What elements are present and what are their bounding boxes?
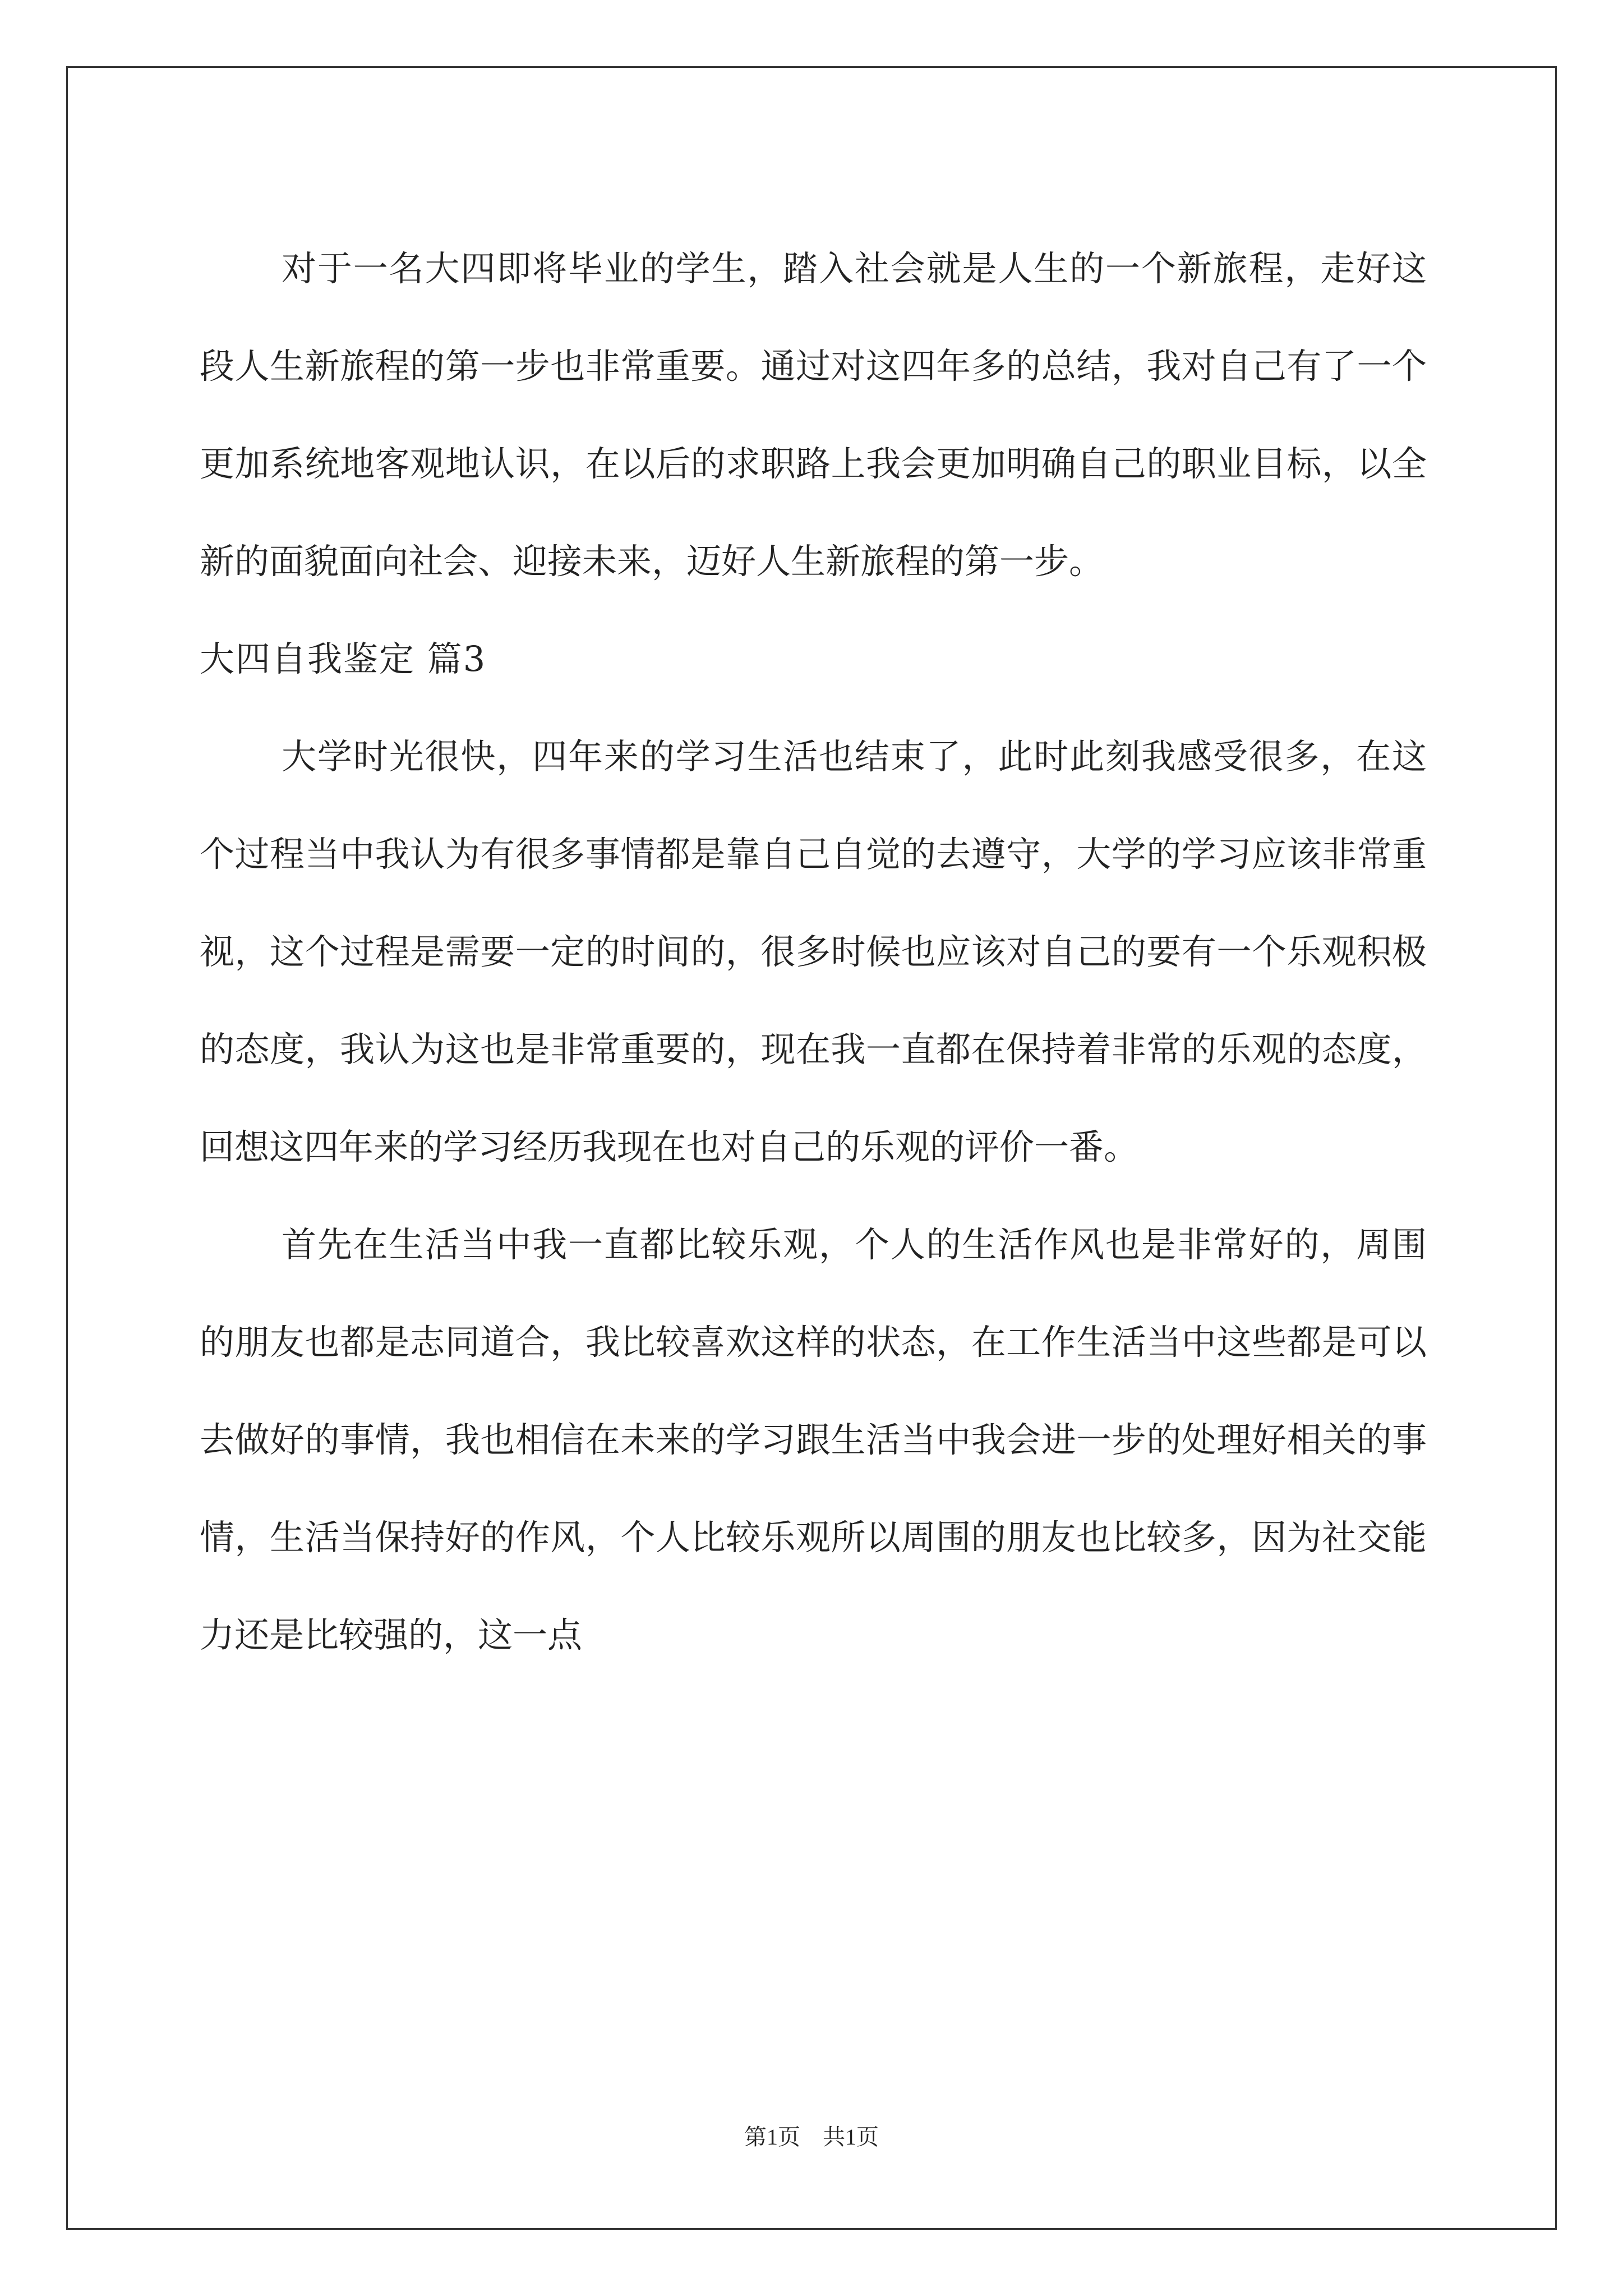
section-heading: 大四自我鉴定 篇3 bbox=[200, 638, 487, 679]
paragraph-university-reflection: 大学时光很快，四年来的学习生活也结束了，此时此刻我感受很多，在这个过程当中我认为有很多事情都是靠自己自觉的去遵守，大学的学习应该非常重视，这个过程是需要一定的时间的，很多时候也应该对自己的要有一个乐观积极的态度，我认为这也是非常重要的，现在我一直都在保持着非常的乐观的态度，回想这四年来的学习经历我现在也对自己的乐观的评价一番。 bbox=[200, 736, 1427, 1167]
document-body bbox=[200, 220, 1427, 1684]
paragraph-life-attitude: 首先在生活当中我一直都比较乐观，个人的生活作风也是非常好的，周围的朋友也都是志同道合，我比较喜欢这样的状态，在工作生活当中这些都是可以去做好的事情，我也相信在未来的学习跟生活当中我会进一步的处理好相关的事情，生活当保持好的作风，个人比较乐观所以周围的朋友也比较多，因为社交能力还是比较强的，这一点 bbox=[200, 1224, 1427, 1655]
paragraph-intro-closing: 对于一名大四即将毕业的学生，踏入社会就是人生的一个新旅程，走好这段人生新旅程的第一步也非常重要。通过对这四年多的总结，我对自己有了一个更加系统地客观地认识，在以后的求职路上我会更加明确自己的职业目标，以全新的面貌面向社会、迎接未来，迈好人生新旅程的第一步。 bbox=[200, 248, 1427, 582]
page-footer: 第1页 共1页 bbox=[744, 2124, 879, 2150]
